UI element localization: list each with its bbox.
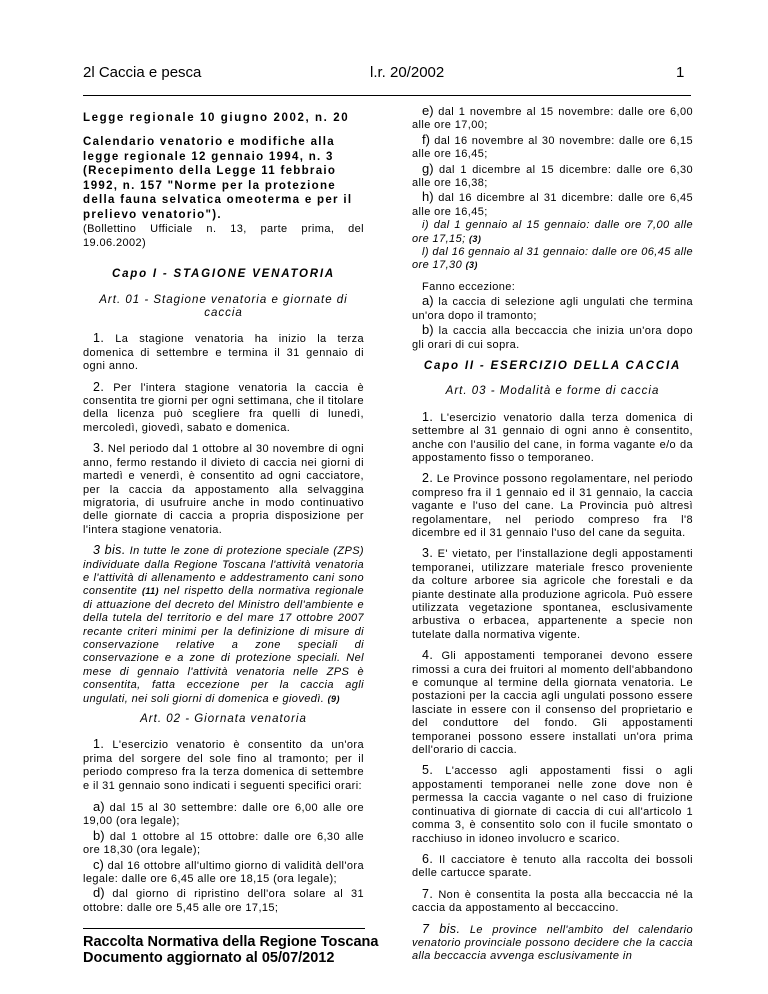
- paragraph: [83, 738, 364, 793]
- paragraph-number: 1.: [422, 409, 434, 424]
- paragraph: [83, 332, 364, 373]
- header-section-label: 2l Caccia e pesca: [83, 64, 202, 81]
- paragraph-number: 3 bis.: [93, 543, 126, 558]
- note-reference: (3): [465, 260, 478, 271]
- list-item: [83, 858, 364, 887]
- right-column: [412, 104, 693, 971]
- paragraph: [412, 411, 693, 466]
- left-column: [83, 104, 364, 915]
- bulletin-reference: (Bollettino Ufficiale n. 13, parte prima, del 19.06.2002): [83, 223, 364, 249]
- paragraph-number: 6.: [422, 851, 434, 866]
- note-reference: (11): [141, 586, 159, 597]
- paragraph-number: 3.: [422, 546, 434, 561]
- list-item: [412, 294, 693, 323]
- list-item: [412, 246, 693, 273]
- law-title: Legge regionale 10 giugno 2002, n. 20: [83, 112, 350, 124]
- list-item: [412, 162, 693, 191]
- paragraph: [412, 649, 693, 757]
- header-law-reference: l.r. 20/2002: [370, 64, 445, 81]
- list-letter: a): [422, 293, 434, 309]
- list-item: [83, 800, 364, 829]
- paragraph-text: E' vietato, per l'installazione degli appostamenti temporanei, utilizzare materiale fresco proveniente da colture arboree sia agricole che forestali e da piante destinate alla produzione agricola. Può essere utilizzata vegetazione spontanea, esclusivamente arbustiva o erbacea, appartenente a specie non tutelate dalla normativa vigente.: [412, 548, 693, 641]
- paragraph-text: La stagione venatoria ha inizio la terza domenica di settembre e termina il 31 gennaio di ogni anno.: [83, 333, 364, 373]
- list-item: [412, 190, 693, 219]
- list-item: [412, 323, 693, 352]
- list-letter: b): [93, 827, 105, 843]
- list-text: dal 16 dicembre al 31 dicembre: dalle ore 6,45 alle ore 16,45;: [412, 192, 693, 218]
- list-item: [412, 133, 693, 162]
- paragraph-number: 4.: [422, 648, 434, 663]
- list-text: i) dal 1 gennaio al 15 gennaio: dalle ore 7,00 alle ore 17,15;: [412, 219, 693, 245]
- list-text: dal 16 ottobre all'ultimo giorno di validità dell'ora legale: dalle ore 6,45 alle ore 18,15 (ora legale);: [83, 859, 365, 886]
- exceptions-intro: Fanno eccezione:: [422, 280, 516, 293]
- header-divider: [83, 95, 691, 96]
- paragraph-text: In tutte le zone di protezione speciale (ZPS) individuate dalla Regione Toscana l'attività venatoria e l'attività di allenamento e addestramento cani sono consentite: [83, 545, 364, 598]
- list-text: la caccia di selezione agli ungulati che termina un'ora dopo il tramonto;: [412, 296, 693, 322]
- paragraph-number: 2.: [422, 471, 434, 486]
- paragraph-text: L'accesso agli appostamenti fissi o agli appostamenti temporanei nelle zone dove non è permessa la caccia vagante o nel caso di fruizione continuativa di giornate di caccia di cui all'articolo 1 comma 3, è consentito solo con il fucile smontato o racchiuso in idoneo involucro e scarico.: [412, 765, 693, 845]
- list-item: [83, 886, 364, 915]
- paragraph-number: 7.: [422, 886, 434, 901]
- list-item: [83, 829, 364, 858]
- paragraph-text: Il cacciatore è tenuto alla raccolta dei bossoli delle cartucce sparate.: [412, 853, 693, 880]
- list-text: dal 1 ottobre al 15 ottobre: dalle ore 6,30 alle ore 18,30 (ora legale);: [83, 830, 364, 857]
- paragraph-text: Le Province possono regolamentare, nel periodo compreso fra il 1 gennaio ed il 31 gennaio, la caccia vagante e l'uso del cane. La Provincia può altresì regolamentare, nel periodo compreso fra l'8 dicembre ed il 31 gennaio l'uso del cane da seguita.: [412, 473, 693, 539]
- list-item: [412, 104, 693, 133]
- law-subtitle: Calendario venatorio e modifiche alla legge regionale 12 gennaio 1994, n. 3 (Recepimento della Legge 11 febbraio 1992, n. 157 "Norme per la protezione della fauna selvatica omeoterma e per il prelievo venatorio").: [83, 136, 353, 221]
- footer-update-date: Documento aggiornato al 05/07/2012: [83, 950, 335, 966]
- paragraph-text: L'esercizio venatorio è consentito da un'ora prima del sorgere del sole fino al tramonto; per il periodo compreso fra la terza domenica di settembre e il 31 gennaio sono indicati i seguenti specifici orari:: [83, 739, 364, 792]
- page-number: 1: [676, 64, 685, 81]
- paragraph: [412, 853, 693, 881]
- list-letter: b): [422, 322, 434, 338]
- paragraph: [83, 381, 364, 436]
- paragraph-text: Le province nell'ambito del calendario venatorio provinciale possono decidere che la caccia alla beccaccia avvenga esclusivamente in: [412, 923, 693, 963]
- paragraph-text: L'esercizio venatorio dalla terza domenica di settembre al 31 gennaio di ogni anno è consentito, anche con l'ausilio del cane, in forma vagante e/o da appostamento fisso o temporaneo.: [412, 411, 693, 464]
- paragraph: [412, 547, 693, 642]
- paragraph-bis: [412, 923, 693, 964]
- paragraph-text: Per l'intera stagione venatoria la caccia è consentita tre giorni per ogni settimana, che il titolare della licenza può scegliere fra quelli di lunedì, mercoledì, giovedì, sabato e domenica.: [83, 381, 364, 434]
- list-letter: a): [93, 799, 105, 815]
- paragraph-text: Non è consentita la posta alla beccaccia né la caccia da appostamento al beccaccino.: [412, 888, 693, 915]
- list-letter: d): [93, 885, 105, 901]
- list-text: dal 15 al 30 settembre: dalle ore 6,00 alle ore 19,00 (ora legale);: [83, 802, 364, 828]
- paragraph-number: 5.: [422, 763, 434, 778]
- paragraph-bis: [83, 544, 364, 706]
- paragraph-text: Gli appostamenti temporanei devono essere rimossi a cura dei fruitori al momento dell'abbandono e comunque al termine della giornata venatoria. Le postazioni per la caccia agli ungulati possono essere lasciate in essere con il consenso del proprietario e del conduttore del fondo. Gli appostamenti temporanei possono essere installati un'ora prima dell'orario di caccia.: [412, 650, 693, 757]
- paragraph-number: 1.: [93, 331, 105, 346]
- list-letter: e): [422, 103, 434, 118]
- paragraph-text: Nel periodo dal 1 ottobre al 30 novembre di ogni anno, fermo restando il divieto di caccia nei giorni di martedì e venerdì, è consentito ad ogni cacciatore, per la caccia da appostamento alla selvaggina migratoria, di usufruire anche in modo continuativo delle giornate di caccia a propria disposizione per l'intera stagione venatoria.: [83, 443, 364, 536]
- article-heading: Art. 02 - Giornata venatoria: [140, 713, 307, 725]
- list-letter: g): [422, 160, 434, 176]
- chapter-heading: Capo II - ESERCIZIO DELLA CACCIA: [423, 359, 682, 372]
- paragraph: [412, 888, 693, 916]
- footer-collection: Raccolta Normativa della Regione Toscana: [83, 934, 379, 950]
- list-letter: f): [422, 131, 430, 147]
- list-text: dal 16 novembre al 30 novembre: dalle ore 6,15 alle ore 16,45;: [412, 134, 693, 161]
- paragraph-number: 3.: [93, 441, 105, 456]
- list-text: dal 1 dicembre al 15 dicembre: dalle ore 6,30 alle ore 16,38;: [412, 163, 693, 190]
- list-text: dal 1 novembre al 15 novembre: dalle ore 6,00 alle ore 17,00;: [412, 106, 693, 132]
- list-letter: h): [422, 189, 434, 205]
- list-text: l) dal 16 gennaio al 31 gennaio: dalle ore 06,45 alle ore 17,30: [412, 246, 693, 272]
- list-text: la caccia alla beccaccia che inizia un'ora dopo gli orari di cui sopra.: [412, 325, 693, 351]
- article-heading: Art. 01 - Stagione venatoria e giornate di caccia: [99, 293, 348, 320]
- note-reference: (9): [327, 693, 340, 704]
- article-heading: Art. 03 - Modalità e forme di caccia: [445, 385, 660, 398]
- list-item: [412, 219, 693, 246]
- footer: [83, 934, 378, 966]
- paragraph: [412, 764, 693, 845]
- note-reference: (3): [469, 233, 482, 244]
- list-text: dal giorno di ripristino dell'ora solare al 31 ottobre: dalle ore 5,45 alle ore 17,15;: [83, 888, 364, 914]
- paragraph-number: 2.: [93, 379, 105, 394]
- paragraph-number: 1.: [93, 737, 105, 752]
- chapter-heading: Capo I - STAGIONE VENATORIA: [111, 268, 336, 281]
- paragraph: [83, 442, 364, 537]
- paragraph-number: 7 bis.: [422, 921, 461, 936]
- list-letter: c): [93, 856, 104, 872]
- paragraph-text: nel rispetto della normativa regionale di attuazione del decreto del Ministro dell'ambiente e della tutela del territorio e del mare 17 ottobre 2007 recante criteri minimi per la definizione di misure di conservazione relative a zone speciali di conservazione e a zone di protezione speciali. Nel mese di gennaio l'attività venatoria nelle ZPS è consentita, fatta eccezione per la caccia agli ungulati, nei soli giorni di domenica e giovedì.: [83, 585, 364, 705]
- paragraph: [412, 472, 693, 540]
- footer-divider: [83, 928, 365, 929]
